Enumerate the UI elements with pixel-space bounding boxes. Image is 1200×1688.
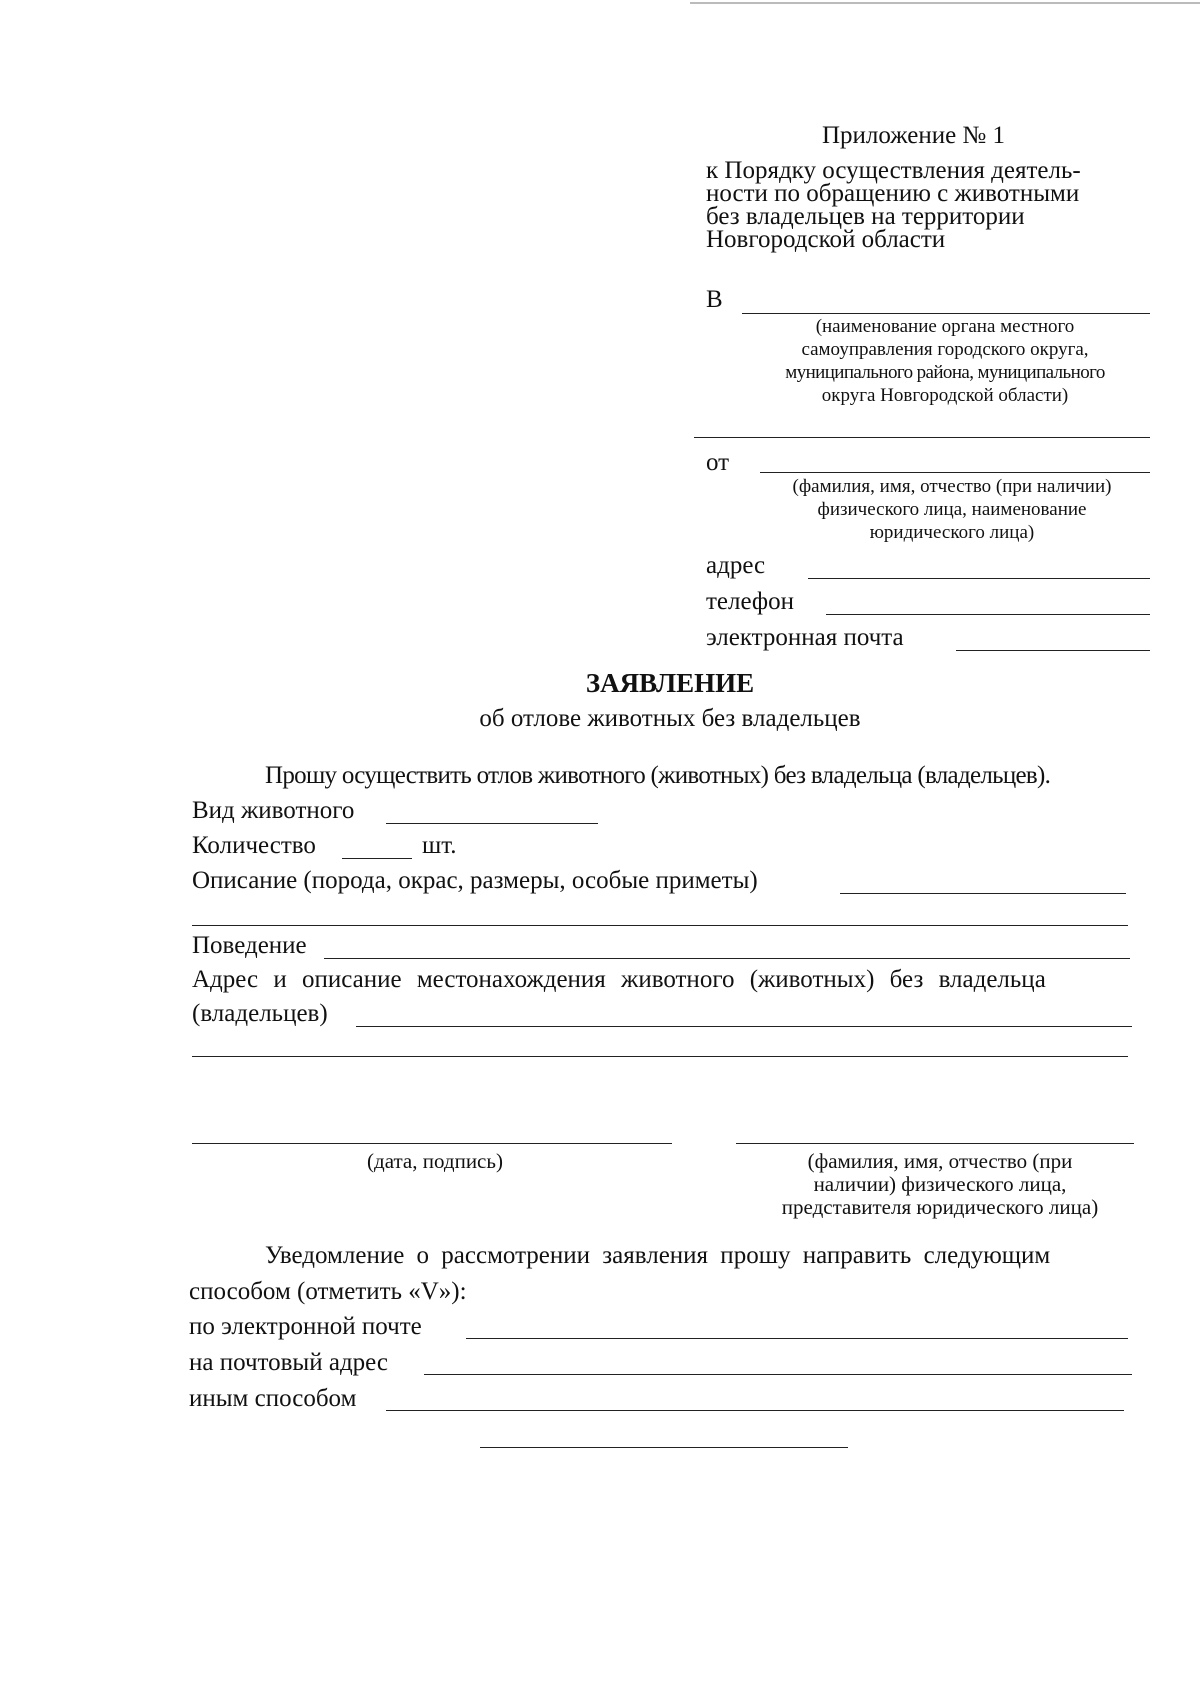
name-hint-line-3: представителя юридического лица): [781, 1195, 1099, 1219]
to-hint: [740, 315, 1150, 407]
address-field-line[interactable]: [808, 578, 1150, 579]
by-post-field-line[interactable]: [424, 1374, 1132, 1375]
to-hint-line-1: (наименование органа местного: [815, 316, 1075, 337]
document-title: ЗАЯВЛЕНИЕ: [585, 668, 755, 698]
behavior-label: Поведение: [192, 932, 307, 959]
closing-separator: [480, 1447, 848, 1448]
document-subtitle: об отлове животных без владельцев: [479, 705, 861, 732]
name-hint-line-2: наличии) физического лица,: [813, 1172, 1067, 1196]
email-label: электронная почта: [706, 624, 904, 651]
name-hint-line-1: (фамилия, имя, отчество (при: [807, 1149, 1073, 1173]
date-sign-hint: (дата, подпись): [367, 1149, 503, 1173]
animal-type-label: Вид животного: [192, 797, 355, 824]
from-label: от: [706, 449, 730, 476]
to-field-line-2[interactable]: [694, 437, 1150, 438]
quantity-field-line[interactable]: [342, 858, 412, 859]
from-hint: [752, 475, 1152, 544]
description-field-line-2[interactable]: [192, 925, 1128, 926]
to-label: В: [706, 286, 723, 313]
location-label-line-1: Адрес и описание местонахождения животного (животных) без владельца: [192, 966, 1046, 993]
name-hint: [740, 1150, 1140, 1219]
appendix-subtitle-line-3: без владельцев на территории: [706, 203, 1025, 230]
phone-label: телефон: [706, 588, 794, 615]
by-email-label: по электронной почте: [189, 1313, 422, 1340]
to-hint-line-4: округа Новгородской области): [821, 385, 1069, 406]
location-label-line-2: (владельцев): [192, 1000, 328, 1027]
from-hint-line-3: юридического лица): [869, 522, 1035, 543]
email-field-line[interactable]: [956, 650, 1150, 651]
by-post-label: на почтовый адрес: [189, 1349, 388, 1376]
location-field-line[interactable]: [356, 1026, 1132, 1027]
phone-field-line[interactable]: [826, 614, 1150, 615]
description-label: Описание (порода, окрас, размеры, особые приметы): [192, 867, 758, 894]
appendix-subtitle-line-4: Новгородской области: [706, 226, 946, 253]
to-field-line[interactable]: [742, 313, 1150, 314]
notification-intro-line-1: Уведомление о рассмотрении заявления прошу направить следующим: [265, 1242, 1051, 1269]
request-intro: Прошу осуществить отлов животного (животных) без владельца (владельцев).: [265, 762, 1051, 789]
other-method-field-line[interactable]: [386, 1410, 1124, 1411]
to-hint-line-2: самоуправления городского округа,: [801, 339, 1089, 360]
appendix-title: Приложение № 1: [822, 122, 1006, 149]
notification-intro-line-2: способом (отметить «V»):: [189, 1278, 467, 1305]
appendix-subtitle-line-2: ности по обращению с животными: [706, 180, 1080, 207]
behavior-field-line[interactable]: [324, 958, 1130, 959]
quantity-label: Количество: [192, 832, 316, 859]
animal-type-field-line[interactable]: [386, 823, 598, 824]
date-sign-field-line[interactable]: [192, 1143, 672, 1144]
address-label: адрес: [706, 552, 766, 579]
description-field-line[interactable]: [840, 893, 1126, 894]
from-hint-line-2: физического лица, наименование: [817, 499, 1087, 520]
name-field-line[interactable]: [736, 1143, 1134, 1144]
to-hint-line-3: муниципального района, муниципального: [785, 362, 1105, 383]
location-field-line-2[interactable]: [192, 1056, 1128, 1057]
quantity-unit: шт.: [422, 832, 457, 859]
by-email-field-line[interactable]: [466, 1338, 1128, 1339]
appendix-subtitle-line-1: к Порядку осуществления деятель-: [706, 157, 1081, 184]
scan-edge-line: [690, 2, 1200, 4]
other-method-label: иным способом: [189, 1385, 357, 1412]
from-hint-line-1: (фамилия, имя, отчество (при наличии): [792, 476, 1112, 497]
from-field-line[interactable]: [760, 472, 1150, 473]
